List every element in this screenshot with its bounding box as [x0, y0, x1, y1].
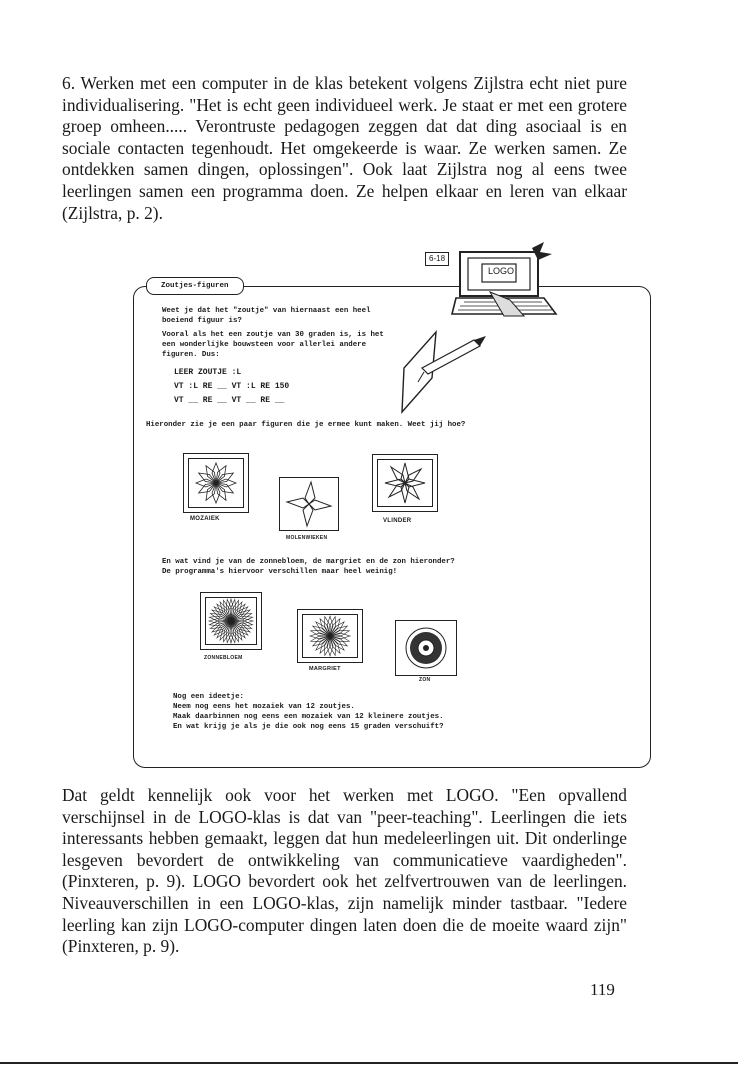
figure-vlinder	[372, 454, 438, 512]
label-zonnebloem: ZONNEBLOEM	[204, 655, 243, 661]
hint-line: Hieronder zie je een paar figuren die je ermee kunt maken. Weet jij hoe?	[146, 421, 466, 429]
label-molenwieken: MOLENWIEKEN	[286, 535, 328, 541]
intro-line-2: boeiend figuur is?	[162, 317, 242, 325]
figure-margriet	[297, 609, 363, 663]
page-number: 119	[590, 980, 615, 999]
age-badge: 6-18	[425, 252, 449, 266]
figure-title-tab: Zoutjes-figuren	[146, 277, 244, 295]
code-line-2: VT :L RE __ VT :L RE 150	[174, 382, 290, 391]
figure-molenwieken	[279, 477, 339, 531]
screen-label: LOGO	[487, 266, 514, 276]
paragraph-bottom: Dat geldt kennelijk ook voor het werken met LOGO. "Een opvallend verschijnsel in de LOGO-klas is dat van "peer-teaching". Leerlingen die iets interessants hebben gemaakt, leggen dat hun medeleerlingen uit. Dit onderlinge lesgeven bevordert de ontwikkeling van communicatieve vaardigheden". (Pinxteren, p. 9). LOGO bevordert ook het zelfvertrouwen van de leerlingen. Niveauverschillen in een LOGO-klas, zijn namelijk minder tastbaar. "Iedere leerling kan zijn LOGO-computer dingen laten doen die de moeite waard zijn" (Pinxteren, p. 9).	[62, 785, 627, 957]
idea-line-4: En wat krijg je als je die ook nog eens 15 graden verschuift?	[173, 723, 444, 731]
question-line-1: En wat vind je van de zonnebloem, de margriet en de zon hieronder?	[162, 558, 455, 566]
figure-zonnebloem	[200, 592, 262, 650]
label-margriet: MARGRIET	[309, 666, 341, 672]
label-vlinder: VLINDER	[383, 518, 412, 524]
desc-line-1: Vooral als het een zoutje van 30 graden is, is het	[162, 331, 384, 339]
label-mozaiek: MOZAIEK	[190, 516, 220, 522]
idea-line-2: Neem nog eens het mozaiek van 12 zoutjes.	[173, 703, 355, 711]
label-zon: ZON	[419, 677, 431, 683]
idea-line-3: Maak daarbinnen nog eens een mozaiek van 12 kleinere zoutjes.	[173, 713, 444, 721]
bottom-rule	[0, 1062, 738, 1064]
desc-line-3: figuren. Dus:	[162, 351, 220, 359]
code-line-1: LEER ZOUTJE :L	[174, 368, 242, 377]
zoutje-pencil-drawing	[394, 330, 494, 414]
intro-line-1: Weet je dat het "zoutje" van hiernaast een heel	[162, 307, 371, 315]
paragraph-top: 6. Werken met een computer in de klas betekent volgens Zijlstra echt niet pure individualisering. "Het is echt geen individueel werk. Je staat er met een grotere groep omheen..... Verontruste pedagogen zeggen dat dat ding asociaal is en sociale contacten tegenhoudt. Het omgekeerde is waar. Ze werken samen. Ze ontdekken samen dingen, oplossingen". Ook laat Zijlstra nog al eens twee leerlingen samen een programma doen. Ze helpen elkaar en leren van elkaar (Zijlstra, p. 2).	[62, 73, 627, 223]
code-line-3: VT __ RE __ VT __ RE __	[174, 396, 285, 405]
desc-line-2: een wonderlijke bouwsteen voor allerlei andere	[162, 341, 367, 349]
figure-zon	[395, 620, 457, 676]
question-line-2: De programma's hiervoor verschillen maar heel weinig!	[162, 568, 398, 576]
idea-line-1: Nog een ideetje:	[173, 693, 244, 701]
computer-illustration	[448, 242, 568, 322]
figure-mozaiek	[183, 453, 249, 513]
